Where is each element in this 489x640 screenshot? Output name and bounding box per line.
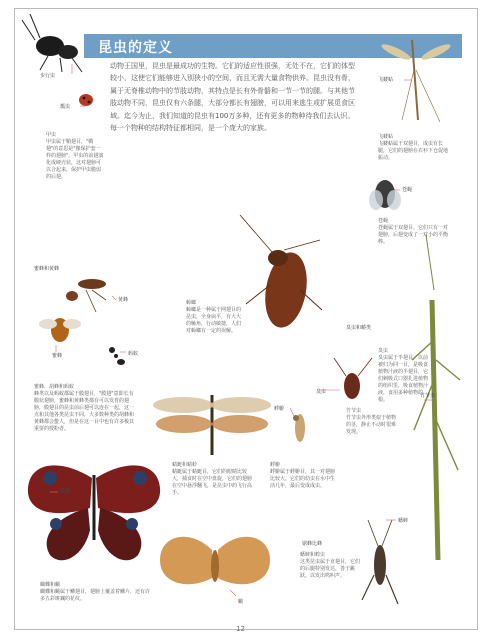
- dragonfly-image: [153, 395, 271, 455]
- cranefly-caption: 飞蝼蛄 飞蝼蛄属于双翅目，成虫有长腿，它们的翅膀在衣衫下仓促地振动。: [378, 134, 449, 161]
- mayfly-label: 蜉蝣: [274, 406, 285, 412]
- cricket-image: [362, 520, 398, 604]
- sawfly-group-label: 锯蜂比蜂: [302, 541, 323, 547]
- stick-caption: 竹节虫 竹节虫外形类似于植物的茎，静止不动时很难发现。: [346, 408, 397, 435]
- dragonfly-caption: 蜻蜓和蜻蛉 蜻蜓属于蜻蜓目，它们的眼睛比较大，捕食时在空中盘旋，它们的翅膀在空中悬浮翻飞，是昆虫中的飞行高手。: [172, 462, 253, 496]
- intro-paragraph: 动物王国里，昆虫是最成功的生物。它们的适应性很强，无处不在，它们的体型较小，这使它们能够进入别狭小的空间，而且无需大量食物供养。昆虫没有骨，属于无脊椎动物中的节肢动物，其特点是长有外骨骼和一节一节的腿。与其他节肢动物不同，昆虫仅有六条腿，大部分都长有翅膀，可以用来逃生或扩展觅食区域。迄今为止，我们知道的昆虫有100万多种，还有更多的物种待我们去认识。每一个物种的结构特征都相同，是一个庞大的家族。: [110, 62, 355, 133]
- mayfly-image: [293, 414, 305, 442]
- moth-label: 蛾: [238, 599, 244, 605]
- butterfly-caption: 蝴蝶和蛾 蝴蝶和蛾属于鳞翅目，翅膀上覆盖着鳞片，还有许多五彩斑斓的花纹。: [40, 582, 151, 602]
- bug-group-label: 臭虫和蝽类: [346, 325, 372, 331]
- ladybug-image: [79, 94, 93, 106]
- stick-insect-label: 竹节虫: [420, 393, 436, 399]
- wasp-image: [66, 279, 106, 312]
- fly-image: [369, 180, 401, 210]
- butterfly-label: 蝴蝶: [60, 489, 71, 495]
- beetle-caption: 甲虫 甲虫属于鞘翅目，"鞘翅"的意思是"像保护套一样的翅膀"，甲虫的前翅演化成硬壳状，这对翅膀可以合起来，保护甲虫脆弱的后翅。: [46, 132, 104, 180]
- cockroach-caption: 蟑螂 蟑螂是一种属于网翅目的昆虫，全身扁平，有大大的触角，行动敏捷，人们对蟑螂有一定的误解。: [186, 300, 242, 334]
- moth-image: [160, 537, 270, 584]
- cricket-caption: 蟋蟀和蝗虫 这类昆虫属于直翅目，它们的后腿特别发达，善于跳跃，以发出鸣叫声。: [300, 552, 361, 579]
- ant-image: [109, 347, 125, 365]
- fly-label: 苍蝇: [402, 187, 413, 193]
- bee-label: 蜜蜂: [52, 353, 63, 359]
- mayfly-caption: 蜉蝣 蜉蝣属于蜉蝣目，其一对翅膀比较大，它们的幼虫在水中生活几年，最后变成成虫。: [270, 462, 336, 489]
- bees-caption: 蜜蜂、胡蜂和蚂蚁 蜂类以及蚂蚁都属于膜翅目，"膜翅"意即长有膜状翅膀，蜜蜂和黄蜂类都有可以发育的翅膀，膜翅目的昆虫前后翅可以连在一起，这一点和其他各类昆虫不同，大多数种类的胡蜂和黄蜂都会蛰人，但是在这一目中也有许多极其重要的授粉者。: [34, 384, 135, 432]
- fly-caption: 苍蝇 苍蝇属于双翅目。它们只有一对翅膀，后翅变成了一对小的平衡棒。: [378, 218, 449, 245]
- ground-beetle-label: 步行虫: [40, 73, 56, 79]
- page-number: 12: [236, 625, 245, 633]
- bees-group-label: 蜜蜂和黄蜂: [34, 266, 60, 272]
- ant-label: 蚂蚁: [128, 351, 139, 357]
- wasp-label: 黄蜂: [118, 297, 129, 303]
- butterfly-image: [28, 465, 160, 560]
- cranefly-label: 飞蝼蛄: [378, 77, 394, 83]
- bug-label: 臭虫: [316, 389, 327, 395]
- bugs-caption: 臭虫 臭虫属于半翅目，以前被归为同一目，是吸食植物汁液的半翅目，它们刺吸式口器扎进植物的组织里，吸食植物汁液，食用多种植物的根。: [378, 348, 429, 403]
- ladybug-label: 瓢虫: [60, 104, 71, 110]
- cricket-label: 蟋蟀: [398, 518, 409, 524]
- ground-beetle-image: [22, 14, 82, 72]
- page-title: 昆虫的定义: [98, 40, 173, 56]
- bee-image: [39, 318, 81, 342]
- bug-image: [334, 358, 372, 399]
- cockroach-image: [240, 215, 322, 331]
